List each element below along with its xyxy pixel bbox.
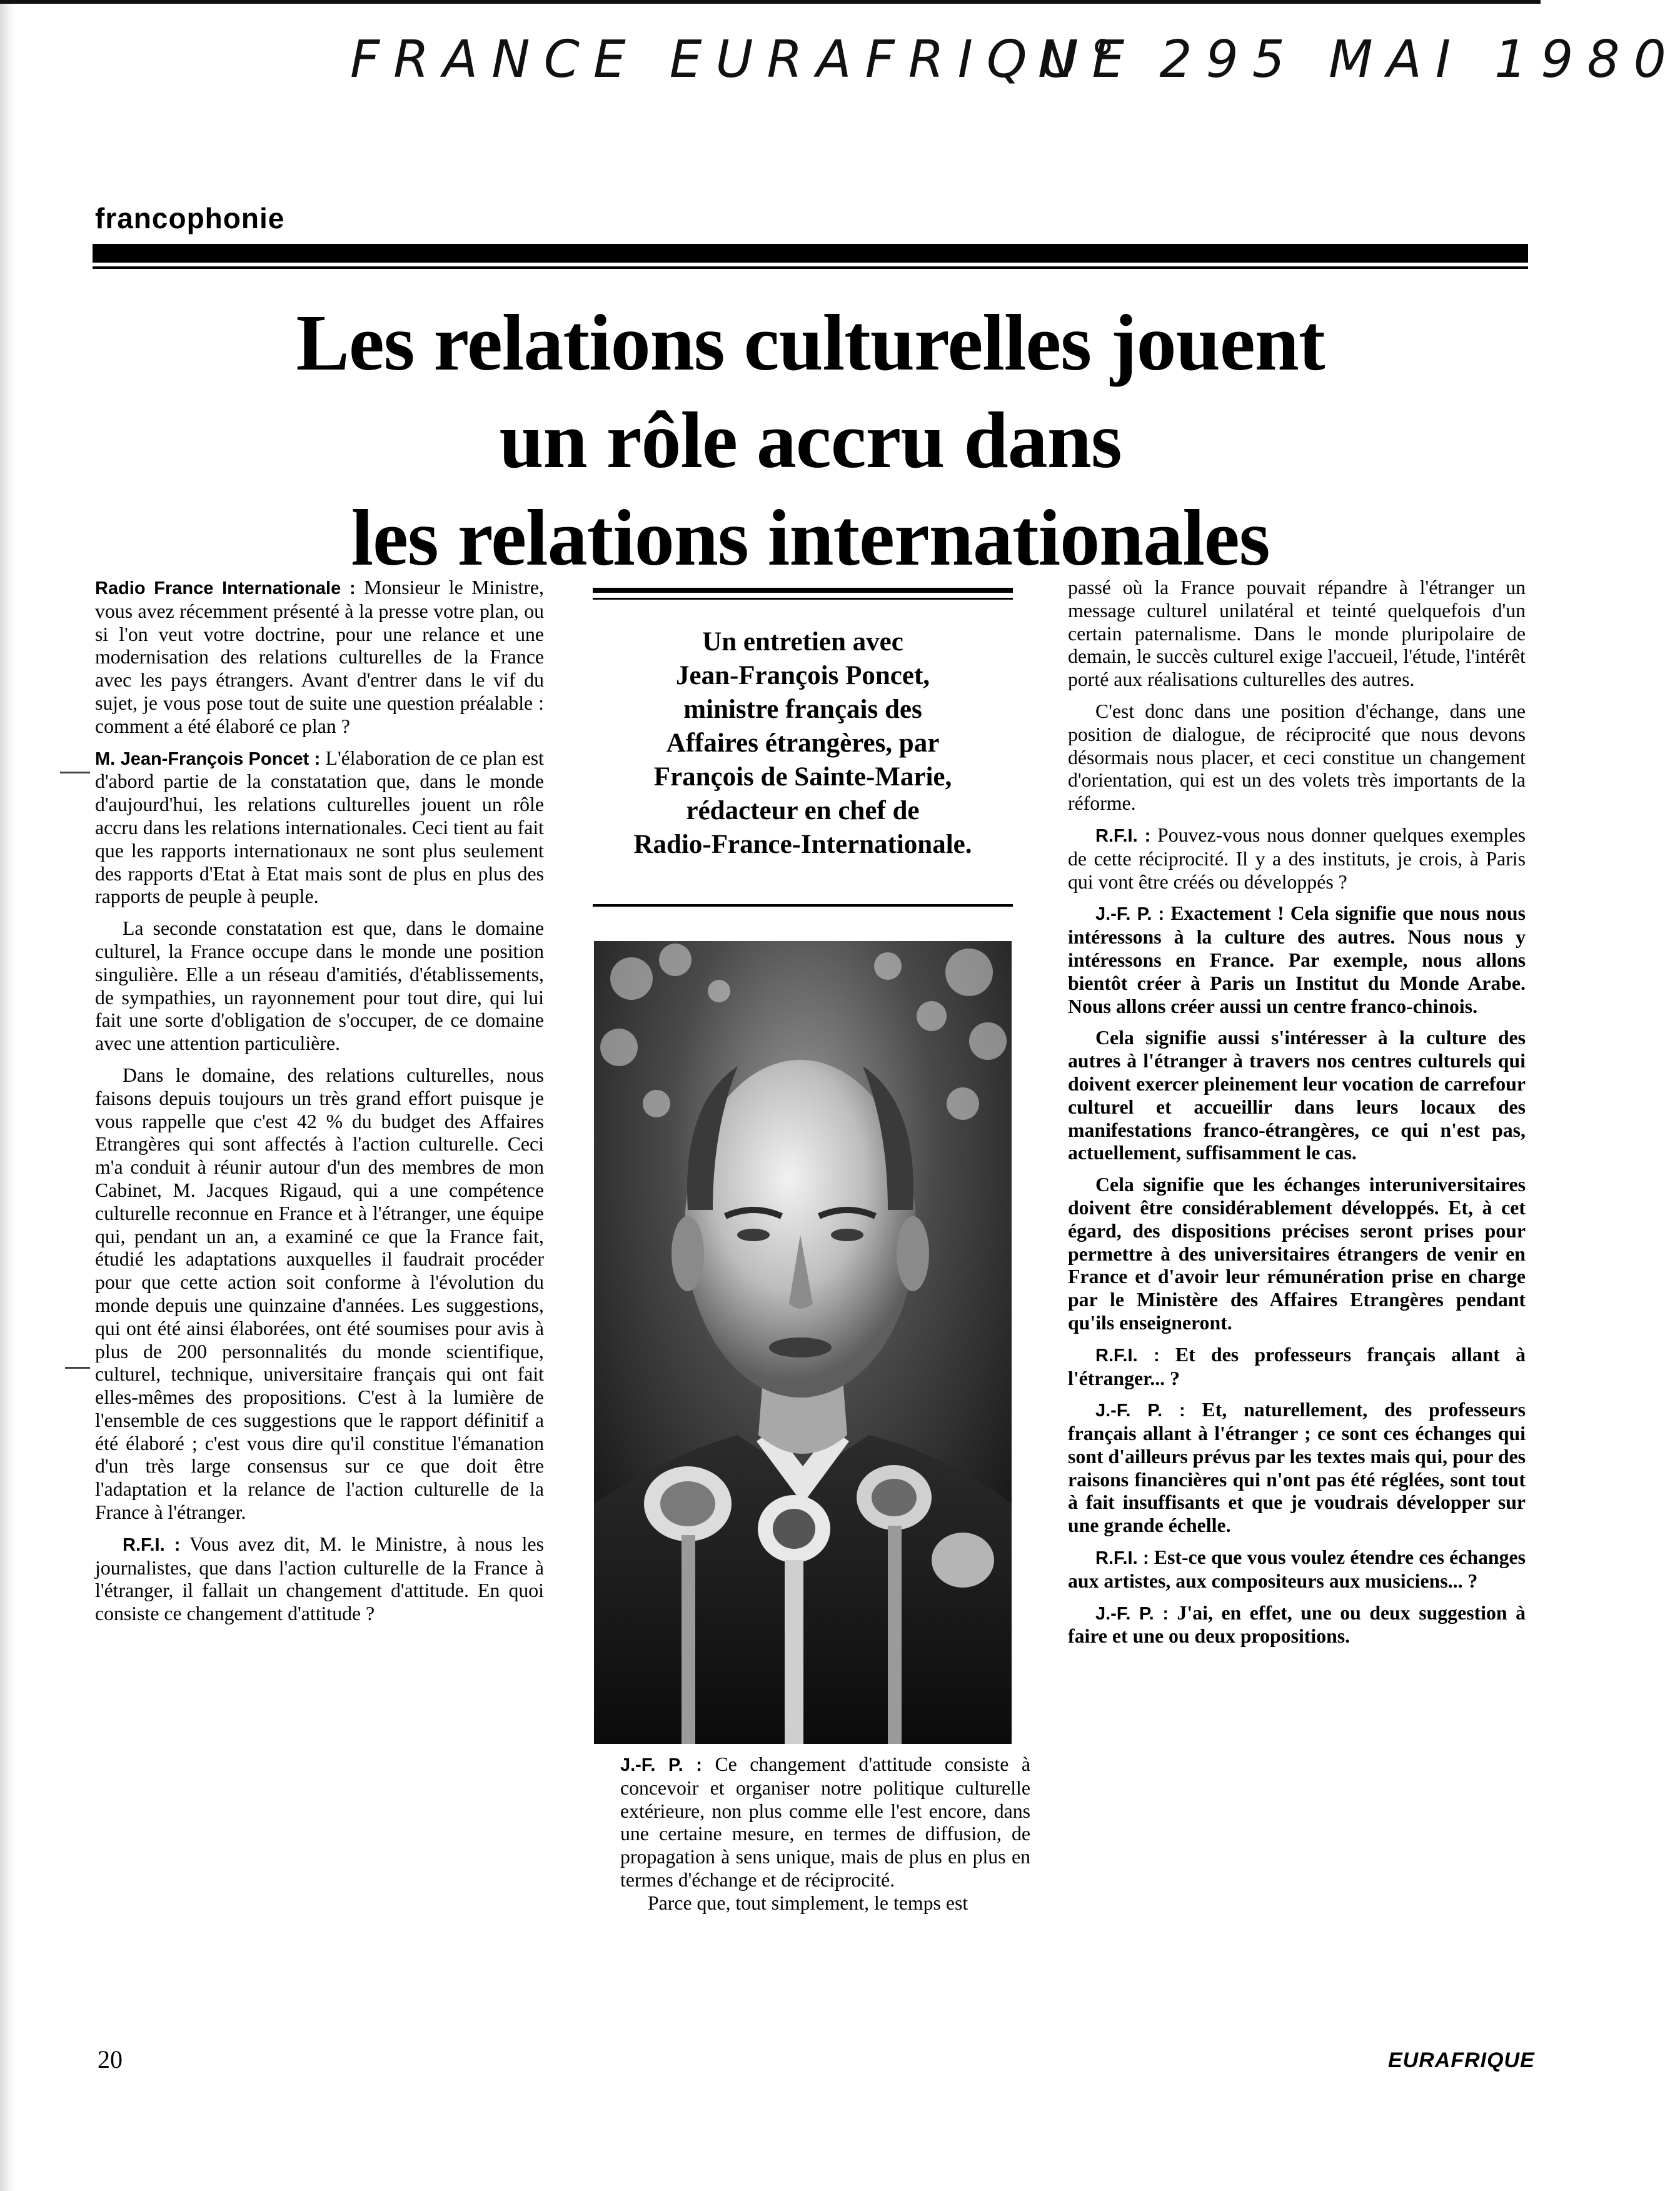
rubric-rule-thin bbox=[93, 266, 1528, 269]
handwritten-publication-note: FRANCE EURAFRIQUE bbox=[350, 30, 1139, 89]
left-column bbox=[95, 577, 544, 1634]
speaker-label: J.-F. P. : bbox=[1095, 1401, 1185, 1421]
intro-line-6: rédacteur en chef de bbox=[686, 796, 920, 825]
left-paragraph-2: M. Jean-François Poncet : L'élaboration de ce plan est d'abord partie de la constatation que, dans le monde d'aujourd'hui, les relations culturelles jouent un rôle accru dans les relations internationales. Ceci tient au fait que les rapports internationaux ne sont plus seulement des rapports d'Etat à Etat mais sont de plus en plus des rapports de peuple à peuple. bbox=[95, 747, 544, 908]
handwritten-issue-note: N° 295 MAI 1980 bbox=[1038, 30, 1680, 89]
headline-line-1: Les relations culturelles jouent bbox=[296, 298, 1325, 387]
right-paragraph-4: J.-F. P. : Exactement ! Cela signifie que nous nous intéressons à la culture des autres. Nous nous y intéressons en France. Par exemple, nous allons bientôt créer à Paris un Institut du Monde Arabe. Nous allons créer aussi un centre franco-chinois. bbox=[1068, 902, 1526, 1017]
left-paragraph-3: La seconde constatation est que, dans le domaine culturel, la France occupe dans le monde une position singulière. Elle a un réseau d'amitiés, d'établissements, de sympathies, un rayonnement pour tout dire, qui lui fait une sorte d'obligation de s'occuper, de ce domaine avec une attention particulière. bbox=[95, 917, 544, 1055]
right-paragraph-7: R.F.I. : Et des professeurs français allant à l'étranger... ? bbox=[1068, 1343, 1526, 1389]
intro-line-4: Affaires étrangères, par bbox=[666, 728, 940, 758]
right-paragraph-2: C'est donc dans une position d'échange, dans une position de dialogue, de réciprocité que nous devons désormais nous placer, et ceci constitue un changement d'orientation, qui est un des volets très importants de la réforme. bbox=[1068, 700, 1526, 815]
left-paragraph-4: Dans le domaine, des relations culturelles, nous faisons depuis toujours un très grand effort puisque je vous rappelle que c'est 42 % du budget des Affaires Etrangères qui sont affectés à l'action culturelle. Ceci m'a conduit à réunir autour d'un des membres de mon Cabinet, M. Jacques Rigaud, qui a une compétence culturelle reconnue en France et à l'étranger, une équipe qui, pendant un an, a examiné ce que la France fait, étudié les adaptations auxquelles il faudrait procéder pour que cette action soit conforme à l'évolution du monde depuis une quinzaine d'années. Les suggestions, qui ont été ainsi élaborées, ont été soumises pour avis à plus de 200 personnalités du monde scientifique, culturel, technique, universitaire français qui ont fait elles-mêmes des propositions. C'est à la lumière de l'ensemble de ces suggestions que le rapport définitif a été élaboré ; c'est vous dire qu'il constitue l'émanation d'un très large consensus sur ce que doit être l'adaptation et la relance de l'action culturelle de la France à l'étranger. bbox=[95, 1064, 544, 1524]
right-column bbox=[1068, 577, 1526, 1657]
speaker-label: M. Jean-François Poncet : bbox=[95, 748, 321, 769]
section-rubric: francophonie bbox=[95, 202, 285, 234]
speaker-label: J.-F. P. : bbox=[1095, 904, 1165, 925]
interview-intro bbox=[593, 625, 1013, 862]
speaker-label: J.-F. P. : bbox=[620, 1755, 702, 1775]
margin-mark bbox=[65, 1367, 90, 1369]
intro-rule-bottom bbox=[593, 904, 1013, 907]
right-paragraph-10: J.-F. P. : J'ai, en effet, une ou deux suggestion à faire et une ou deux propositions. bbox=[1068, 1601, 1526, 1648]
speaker-label: R.F.I. : bbox=[1095, 1345, 1160, 1366]
intro-line-7: Radio-France-Internationale. bbox=[633, 830, 972, 859]
footer-brand: EURAFRIQUE bbox=[1388, 2048, 1535, 2072]
speaker-label: R.F.I. : bbox=[123, 1534, 181, 1555]
intro-line-3: ministre français des bbox=[683, 695, 922, 724]
speaker-label: R.F.I. : bbox=[1095, 825, 1151, 846]
left-paragraph-5: R.F.I. : Vous avez dit, M. le Ministre, à nous les journalistes, que dans l'action culturelle de la France à l'étranger, il fallait un changement d'attitude. En quoi consiste ce changement d'attitude ? bbox=[95, 1533, 544, 1625]
intro-rule-top-thin bbox=[593, 598, 1013, 600]
left-paragraph-1: Radio France Internationale : Monsieur le Ministre, vous avez récemment présenté à la presse votre plan, ou si l'on veut votre doctrine, pour une relance et une modernisation des relations culturelles de la France avec les pays étrangers. Avant d'entrer dans le vif du sujet, je vous pose tout de suite une question préalable : comment a été élaboré ce plan ? bbox=[95, 577, 544, 737]
intro-line-1: Un entretien avec bbox=[702, 627, 903, 657]
intro-line-2: Jean-François Poncet, bbox=[675, 661, 930, 690]
portrait-photo-image bbox=[594, 941, 1012, 1744]
rubric-rule-thick bbox=[93, 244, 1528, 263]
right-paragraph-9: R.F.I. : Est-ce que vous voulez étendre ces échanges aux artistes, aux compositeurs aux musiciens... ? bbox=[1068, 1546, 1526, 1592]
middle-column bbox=[620, 1753, 1030, 1915]
right-paragraph-5: Cela signifie aussi s'intéresser à la culture des autres à l'étranger à travers nos centres culturels qui doivent exercer pleinement leur vocation de carrefour culturel et accueillir dans leurs locaux des manifestations franco-étrangères, ce qui n'est pas, actuellement, suffisamment le cas. bbox=[1068, 1027, 1526, 1164]
page-top-border bbox=[0, 0, 1541, 4]
scan-edge-shadow bbox=[0, 0, 15, 2191]
middle-paragraph-1: J.-F. P. : Ce changement d'attitude consiste à concevoir et organiser notre politique culturelle extérieure, non plus comme elle l'est encore, dans une certaine mesure, en termes de diffusion, de propagation à sens unique, mais de plus en plus en termes d'échange et de réciprocité. bbox=[620, 1753, 1030, 1891]
speaker-label: Radio France Internationale : bbox=[95, 578, 356, 598]
headline-line-2: un rôle accru dans bbox=[499, 396, 1122, 485]
article-headline bbox=[93, 294, 1528, 587]
speaker-label: R.F.I. : bbox=[1095, 1548, 1149, 1569]
right-paragraph-3: R.F.I. : Pouvez-vous nous donner quelques exemples de cette réciprocité. Il y a des instituts, je crois, à Paris qui vont être créés ou développés ? bbox=[1068, 824, 1526, 893]
middle-paragraph-2: Parce que, tout simplement, le temps est bbox=[648, 1891, 968, 1914]
page-number: 20 bbox=[98, 2045, 123, 2073]
portrait-photo bbox=[594, 941, 1012, 1744]
margin-mark bbox=[60, 772, 90, 773]
intro-rule-top-thick bbox=[593, 588, 1013, 593]
speaker-label: J.-F. P. : bbox=[1095, 1603, 1169, 1624]
right-paragraph-8: J.-F. P. : Et, naturellement, des professeurs français allant à l'étranger ; ce sont ces échanges qui sont d'ailleurs prévus par les textes mais qui, pour des raisons financières qui n'ont pas été réglées, sont tout à fait insuffisants et que je voudrais développer sur une grande échelle. bbox=[1068, 1399, 1526, 1537]
intro-line-5: François de Sainte-Marie, bbox=[653, 762, 952, 792]
headline-line-3: les relations internationales bbox=[351, 493, 1270, 582]
right-paragraph-1: passé où la France pouvait répandre à l'étranger un message culturel unilatéral et teinté quelquefois d'un certain paternalisme. Dans le monde pluripolaire de demain, le succès culturel exige l'accueil, l'étude, l'intérêt porté aux réalisations culturelles des autres. bbox=[1068, 577, 1526, 691]
right-paragraph-6: Cela signifie que les échanges interuniversitaires doivent être considérablement développés. Et, à cet égard, des dispositions précises seront prises pour permettre à des universitaires étrangers de venir en France et d'avoir leur rémunération prise en charge par le Ministère des Affaires Etrangères pendant qu'ils enseigneront. bbox=[1068, 1174, 1526, 1334]
